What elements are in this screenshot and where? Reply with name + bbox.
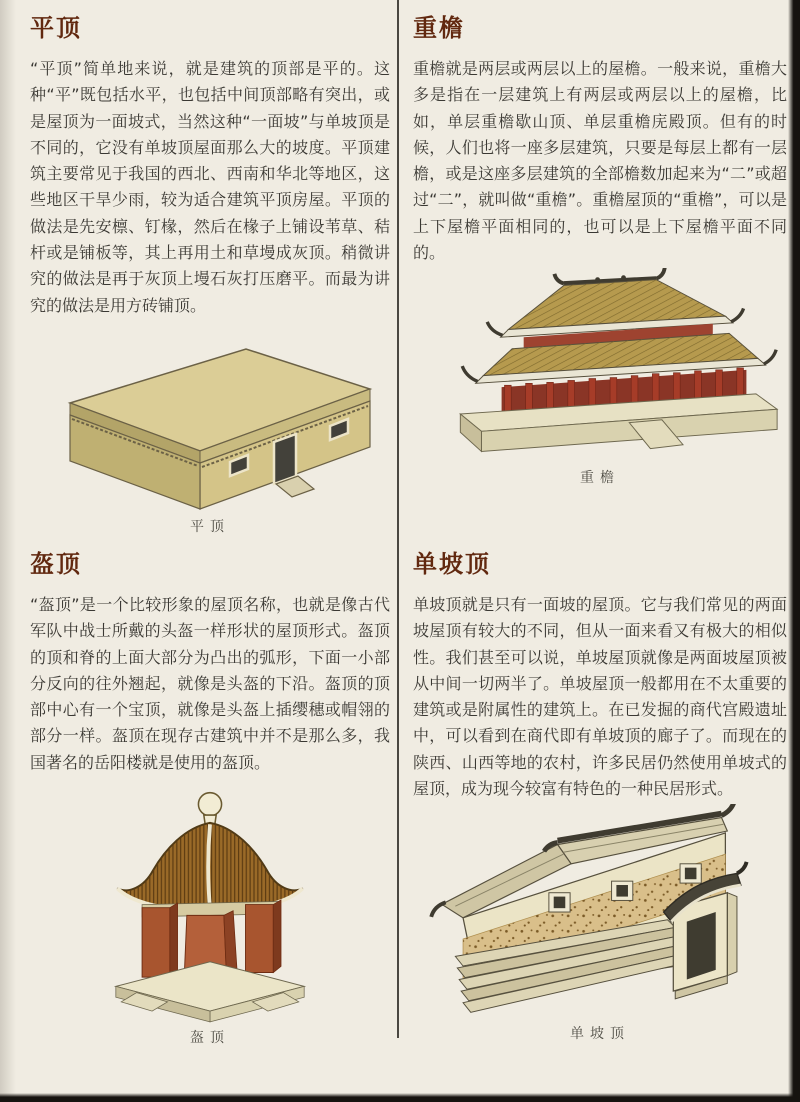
flat-roof-illustration [30,329,390,536]
figure-caption: 平顶 [190,518,230,535]
helmet-roof-pavilion-drawing [94,778,326,1025]
section-title: 平顶 [30,14,82,42]
double-eave-hall-illustration [413,268,787,487]
section-body: 单坡顶就是只有一面坡的屋顶。它与我们常见的两面坡屋顶有较大的不同，但从一面来看又有极大的相似性。我们甚至可以说，单坡屋顶就像是两面坡屋顶被从中间一切两半了。单坡屋顶一般都用在不太重要的建筑或是附属性的建筑上。在已发掘的商代宫殿遗址中，可以看到在商代即有单坡顶的廊子了。而现在的陕西、山西等地的农村，许多民居仍然使用单坡式的屋顶，成为现今较富有特色的一种民居形式。 [413,595,787,799]
section-body: “平顶”简单地来说，就是建筑的顶部是平的。这种“平”既包括水平，也包括中间顶部略有突出，或是屋顶为一面坡式，当然这种“一面坡”与单坡顶是不同的，它没有单坡顶屋面那么大的坡度。平顶建筑主要常见于我国的西北、西南和华北等地区，这些地区干旱少雨，较为适合建筑平顶房屋。平顶的做法是先安檩、钉椽，然后在椽子上铺设苇草、秸杆或是铺板等，其上再用土和草墁成灰顶。稍微讲究的做法是再于灰顶上墁石灰打压磨平。而最为讲究的做法是用方砖铺顶。 [30,59,390,315]
section-double-eaves [413,12,787,487]
section-helmet-roof [30,548,390,1047]
section-body: “盔顶”是一个比较形象的屋顶名称，也就是像古代军队中战士所戴的头盔一样形状的屋顶形式。盔顶的顶和脊的上面大部分为凸出的弧形，下面一小部分反向的往外翘起，就像是头盔的下沿。盔顶的顶部中心有一个宝顶，就像是头盔上插缨穗或帽翎的部分一样。盔顶在现存古建筑中并不是那么多，我国著名的岳阳楼就是使用的盔顶。 [30,595,390,772]
figure-caption: 单坡顶 [570,1026,630,1043]
single-slope-house-illustration [413,804,787,1043]
section-flat-roof [30,12,390,536]
figure-caption: 重檐 [580,470,620,487]
section-title: 单坡顶 [413,550,491,578]
scan-edge-right [788,0,800,1102]
section-title: 盔顶 [30,550,82,578]
figure-caption: 盔顶 [190,1030,230,1047]
scan-shadow-left [0,0,16,1102]
column-divider [397,0,399,1038]
door [274,434,296,484]
section-body: 重檐就是两层或两层以上的屋檐。一般来说，重檐大多是指在一层建筑上有两层或两层以上的屋檐，比如，单层重檐歇山顶、单层重檐庑殿顶。但有的时候，人们也将一座多层建筑，只要是每层上都有一层檐，或是这座多层建筑的全部檐数加起来为“二”或超过“二”，就叫做“重檐”。重檐屋顶的“重檐”，可以是上下屋檐平面相同的，也可以是上下屋檐平面不同的。 [413,59,787,263]
single-slope-house-drawing [426,804,774,1021]
flat-roof-building-drawing [38,329,383,514]
roof-finial [198,793,221,816]
section-title: 重檐 [413,14,465,42]
section-single-slope-roof [413,548,787,1043]
scan-edge-bottom [0,1093,800,1102]
helmet-roof-pavilion-illustration [30,778,390,1047]
double-eave-hall-drawing [420,268,780,465]
